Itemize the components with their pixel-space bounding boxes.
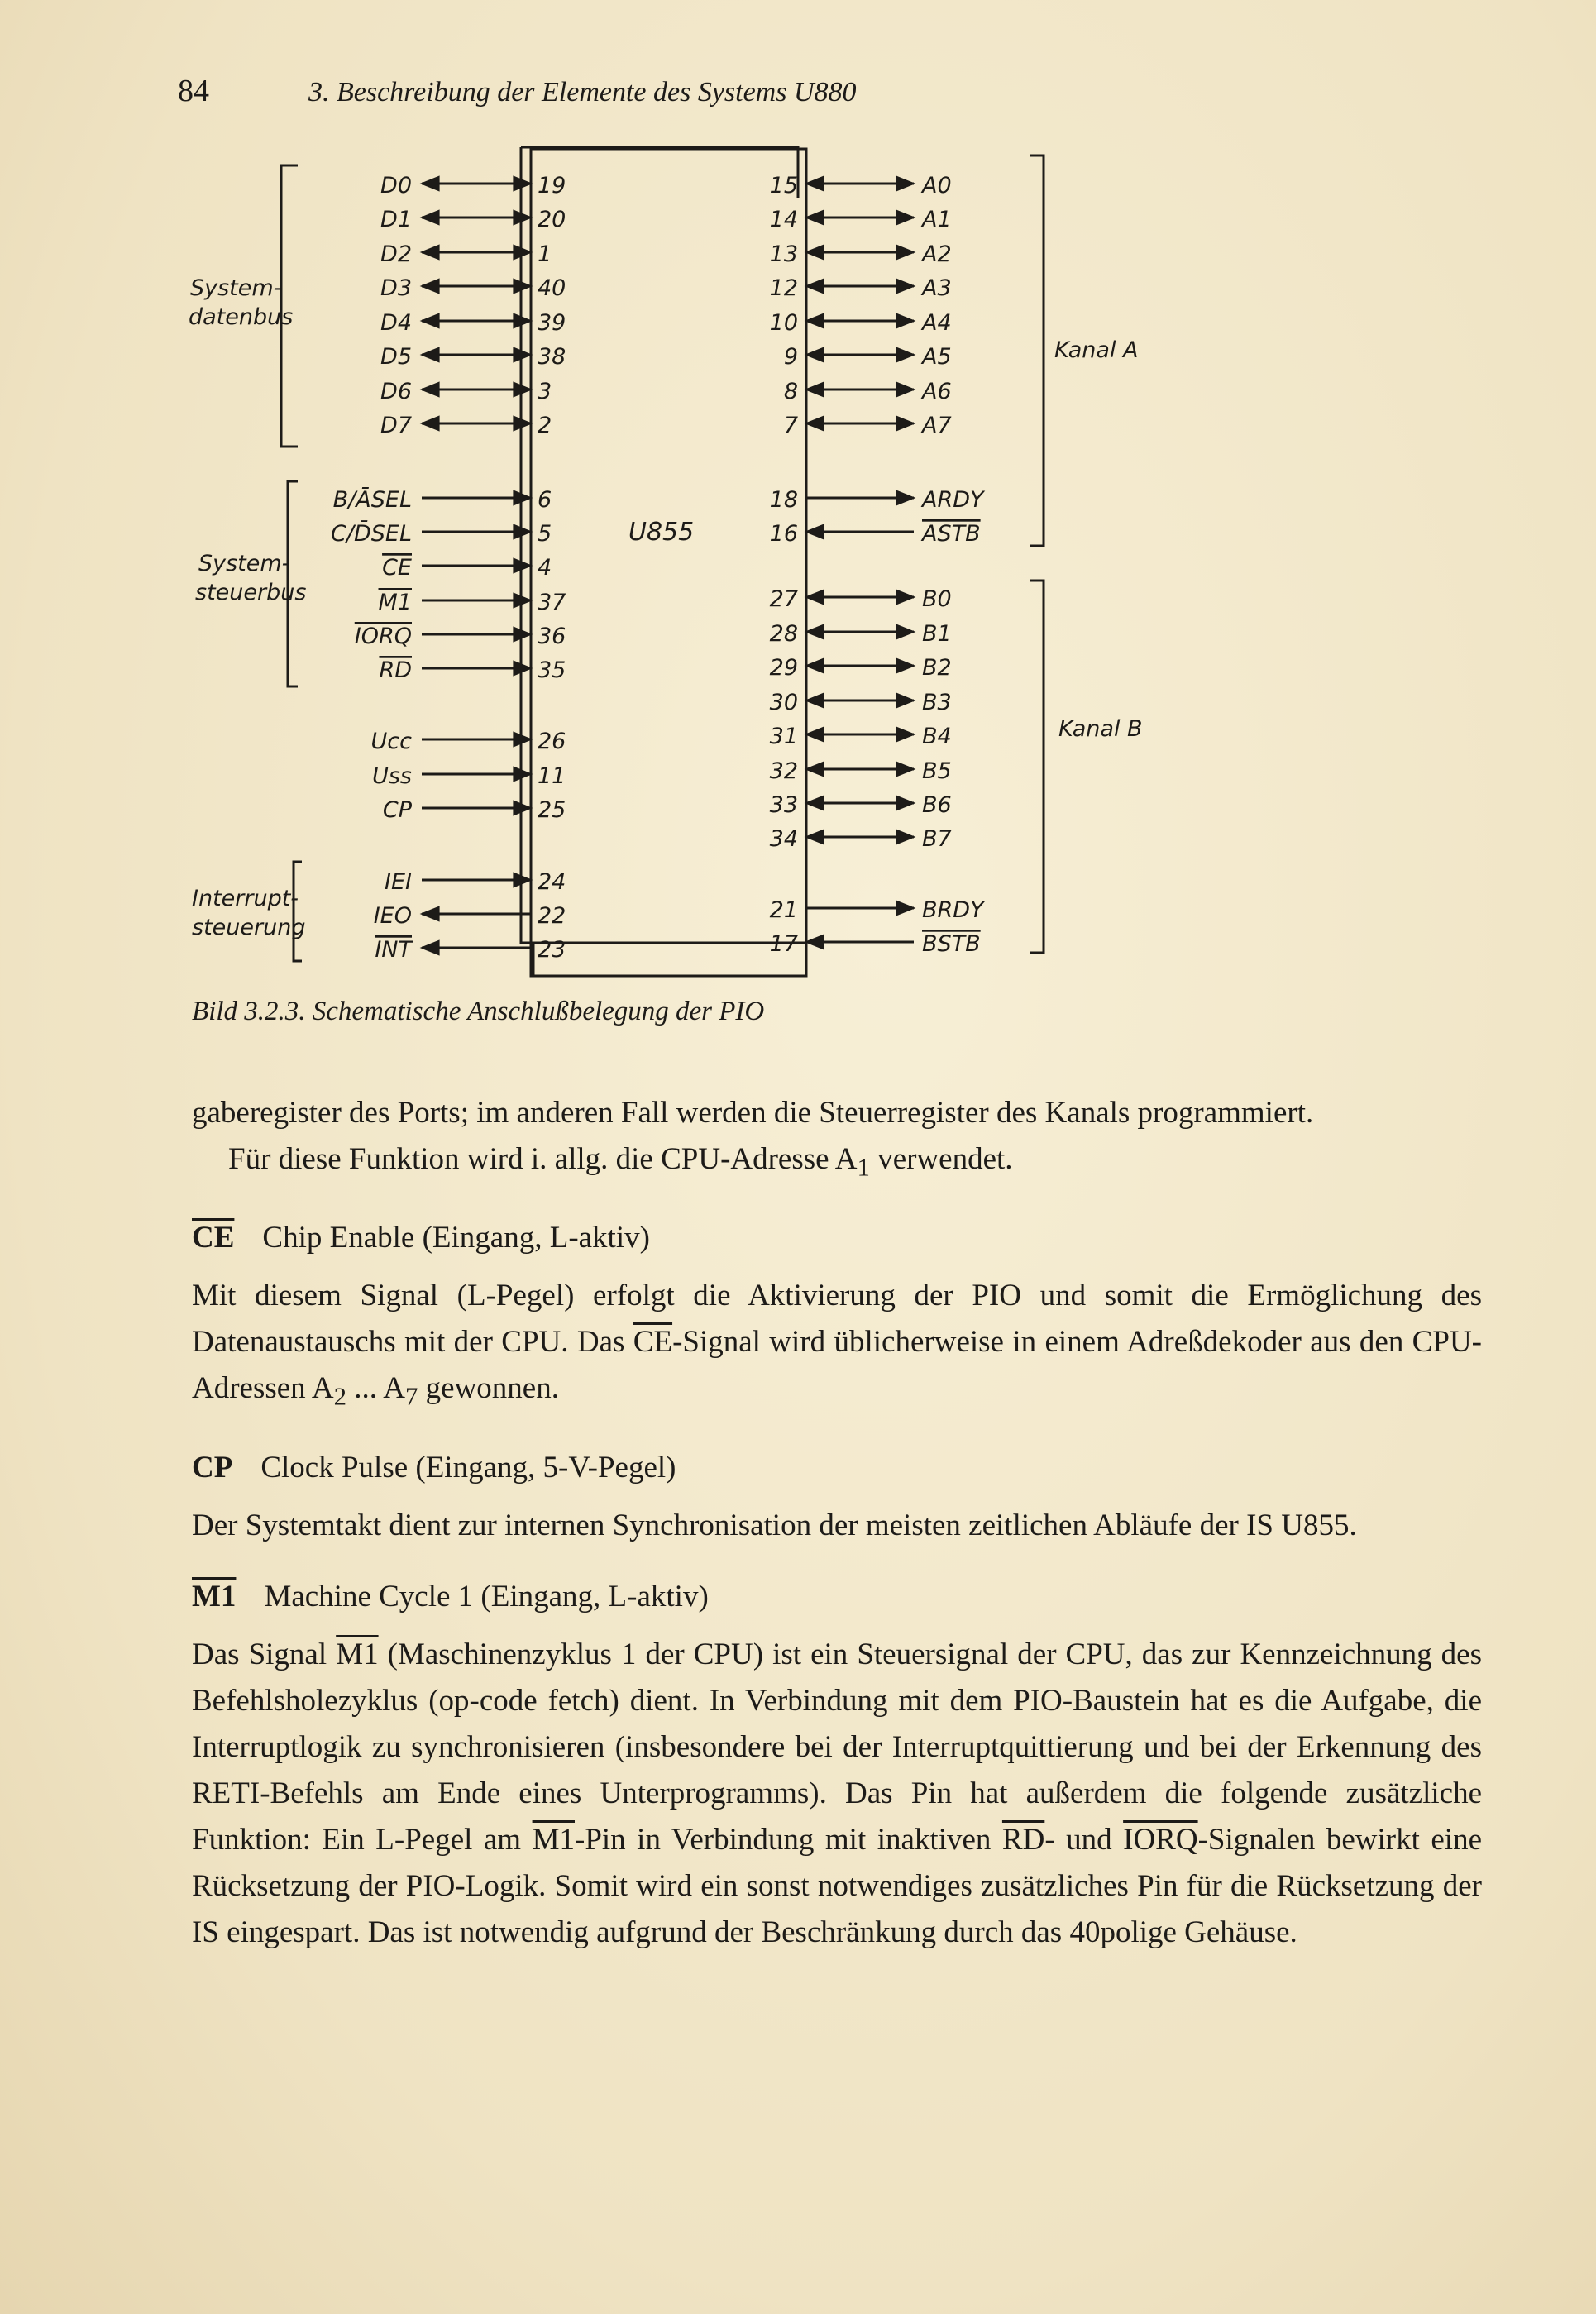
pin-label-d1: D1 [380, 207, 412, 232]
pin-label-iei: IEI [385, 869, 412, 895]
group-label-kanal-a: Kanal A [1054, 337, 1139, 363]
pin-number-b1: 28 [769, 621, 798, 647]
pin-number-b3: 30 [769, 690, 798, 715]
page-header [178, 73, 857, 122]
term-m1-heading [192, 1574, 1482, 1620]
pin-label-a2: A2 [922, 241, 952, 267]
group-label-system-steuerbus-1: System- [198, 551, 290, 576]
pin-number-d4: 39 [538, 310, 566, 336]
pin-label-a4: A4 [922, 310, 952, 336]
pin-label-m1: M1 [378, 590, 412, 615]
pin-label-a1: A1 [922, 207, 952, 232]
pin-label-a3: A3 [922, 275, 952, 301]
group-label-kanal-b: Kanal B [1058, 716, 1143, 742]
page-number: 84 [178, 74, 209, 108]
pin-number-a5: 9 [783, 344, 798, 370]
term-ce-title: Chip Enable (Eingang, L-aktiv) [262, 1221, 650, 1255]
pin-number-d0: 19 [538, 173, 566, 198]
pin-label-d7: D7 [380, 413, 412, 438]
pin-number-a1: 14 [769, 207, 798, 232]
pin-label-uss: Uss [372, 763, 412, 789]
pin-number-b6: 33 [769, 792, 798, 818]
pin-number-b4: 31 [769, 724, 798, 749]
pin-number-b7: 34 [769, 826, 798, 852]
ce-text-2: -Signal wird üblicherweise in einem Adreßdekoder aus den CPU-Adressen A [192, 1325, 1482, 1406]
m1-text-a: Das Signal [192, 1637, 337, 1671]
m1-text-c: (Maschinenzyklus 1 der CPU) ist ein Steuersignal der CPU, das zur Kennzeichnung des Befehlsholezyklus (op-code fetch) dient. In Verbindung mit dem PIO-Baustein hat es die Aufgabe, die Interruptlogik zu synchronisieren (insbesondere bei der Interruptquittierung und bei der Erkennung des RETI-Befehls am Ende eines Unterprogramms). Das Pin hat außerdem die folgende zusätzliche Funktion: Ein L-Pegel am [192, 1637, 1483, 1857]
pin-label-ardy: ARDY [922, 487, 984, 513]
pin-number-b5: 32 [769, 758, 798, 784]
rd-overline: $\overline{RD}$ [1001, 1822, 1045, 1857]
pin-number-d7: 2 [538, 413, 552, 438]
pin-label-ucc: Ucc [370, 729, 412, 754]
pin-label-rd: RD [379, 657, 412, 683]
pin-number-d6: 3 [538, 379, 552, 404]
pin-number-b0: 27 [769, 586, 798, 612]
pin-label-brdy: BRDY [922, 897, 984, 923]
m1-overline: M1 [336, 1637, 379, 1671]
pin-label-b1: B1 [922, 621, 952, 647]
term-ce-heading [192, 1215, 1482, 1261]
paragraph-address-note [192, 1136, 1482, 1190]
pin-number-int: 23 [538, 937, 566, 963]
term-m1-symbol: M1 [192, 1579, 237, 1614]
pin-number-d1: 20 [538, 207, 566, 232]
body-text [192, 1090, 1482, 1956]
group-label-interrupt-steuerung-2: steuerung [192, 915, 306, 940]
bracket-kanal-a [1030, 155, 1044, 546]
pin-label-b3: B3 [922, 690, 952, 715]
group-label-interrupt-steuerung-1: Interrupt- [192, 886, 299, 911]
figure-caption: Bild 3.2.3. Schematische Anschlußbelegung der PIO [192, 997, 765, 1026]
pin-number-m1: 37 [538, 590, 566, 615]
pin-label-a7: A7 [922, 413, 952, 438]
m1-text-g: - und [1044, 1822, 1124, 1857]
term-cp-title: Clock Pulse (Eingang, 5-V-Pegel) [260, 1450, 676, 1484]
pin-label-d3: D3 [380, 275, 412, 301]
term-ce-body [192, 1273, 1482, 1419]
pin-label-d5: D5 [380, 344, 412, 370]
term-cp-symbol: CP [192, 1450, 233, 1484]
pin-label-iorq: IORQ [354, 624, 412, 649]
group-label-system-datenbus-2: datenbus [189, 304, 294, 330]
pin-label-ieo: IEO [373, 903, 412, 929]
pin-number-d2: 1 [538, 241, 552, 267]
m1-text-e: -Pin in Verbindung mit inaktiven [575, 1822, 1002, 1857]
pin-label-d0: D0 [380, 173, 412, 198]
pin-number-ucc: 26 [538, 729, 566, 754]
ce-text-4: gewonnen. [418, 1371, 559, 1406]
paragraph-continuation: gaberegister des Ports; im anderen Fall werden die Steuerregister des Kanals programmiert. [192, 1096, 1314, 1130]
pin-label-d4: D4 [380, 310, 412, 336]
pin-label-d6: D6 [380, 379, 412, 404]
subscript: 7 [404, 1382, 418, 1411]
group-label-system-steuerbus-2: steuerbus [195, 580, 307, 605]
pin-label-b5: B5 [922, 758, 952, 784]
term-m1-body [192, 1632, 1482, 1956]
pin-number-a0: 15 [769, 173, 798, 198]
pin-label-b0: B0 [922, 586, 952, 612]
pin-number-b2: 29 [769, 655, 798, 681]
pin-label-bstb: BSTB [922, 931, 981, 957]
bracket-interrupt-steuerung [294, 862, 302, 961]
m1-text-i: -Signalen bewirkt eine Rücksetzung der PIO-Logik. Somit wird ein sonst notwendiges zusätzliches Pin für die Rücksetzung der IS eingespart. Das ist notwendig aufgrund der Beschränkung durch das 40polige Gehäuse. [192, 1822, 1483, 1949]
group-label-system-datenbus-1: System- [190, 275, 282, 301]
pin-number-a2: 13 [769, 241, 798, 267]
pin-label-cp: CP [382, 797, 412, 823]
pin-number-rd: 35 [538, 657, 566, 683]
chip-outline [521, 147, 806, 976]
pin-number-cdsel: 5 [538, 521, 552, 547]
term-m1-title: Machine Cycle 1 (Eingang, L-aktiv) [264, 1579, 709, 1614]
pin-number-a7: 7 [783, 413, 798, 438]
pin-number-ardy: 18 [769, 487, 798, 513]
term-ce-symbol: $\overline{CE}$ [192, 1221, 235, 1255]
pin-label-bsel: B/ĀSEL [332, 487, 412, 513]
chip-label: U855 [628, 518, 695, 547]
ce-overline: $\overline{CE}$ [633, 1325, 673, 1360]
pin-number-astb: 16 [769, 521, 798, 547]
pin-number-bstb: 17 [769, 931, 798, 957]
pin-number-d3: 40 [538, 275, 566, 301]
term-cp-body: Der Systemtakt dient zur internen Synchronisation der meisten zeitlichen Abläufe der IS U855. [192, 1508, 1357, 1542]
subscript: 1 [857, 1153, 870, 1182]
pin-label-b2: B2 [922, 655, 952, 681]
pin-label-b4: B4 [922, 724, 952, 749]
pin-number-ieo: 22 [538, 903, 566, 929]
pin-number-ce: 4 [538, 555, 552, 581]
pin-number-a6: 8 [783, 379, 798, 404]
pins-right [770, 173, 986, 957]
pin-diagram [165, 132, 1191, 992]
m1-overline: M1 [532, 1822, 575, 1857]
running-head: 3. Beschreibung der Elemente des Systems U880 [308, 77, 857, 108]
term-cp-heading [192, 1445, 1482, 1491]
paragraph-address-tail: verwendet. [869, 1142, 1013, 1176]
ce-text-3: ... A [346, 1371, 405, 1406]
pin-label-d2: D2 [380, 241, 412, 267]
pin-label-a0: A0 [922, 173, 952, 198]
pin-number-d5: 38 [538, 344, 566, 370]
pin-label-b6: B6 [922, 792, 952, 818]
pin-label-b7: B7 [922, 826, 952, 852]
pin-label-int: INT [375, 937, 412, 963]
pin-number-bsel: 6 [538, 487, 552, 513]
pin-label-a5: A5 [922, 344, 952, 370]
pin-number-brdy: 21 [769, 897, 798, 923]
iorq-overline: IORQ [1123, 1822, 1198, 1857]
pin-label-ce: CE [382, 555, 412, 581]
paragraph-address-text: Für diese Funktion wird i. allg. die CPU-Adresse A [228, 1142, 858, 1176]
chip-body [531, 149, 806, 976]
pin-number-iei: 24 [538, 869, 566, 895]
pin-number-a3: 12 [769, 275, 798, 301]
pin-number-a4: 10 [769, 310, 798, 336]
pin-number-uss: 11 [538, 763, 566, 789]
pin-number-iorq: 36 [538, 624, 566, 649]
subscript: 2 [333, 1382, 347, 1411]
bracket-kanal-b [1030, 581, 1044, 953]
ce-text-1: Mit diesem Signal (L-Pegel) erfolgt die Aktivierung der PIO und somit die Ermöglichung des Datenaustauschs mit der CPU. Das [192, 1279, 1482, 1360]
pin-label-astb: ASTB [922, 521, 981, 547]
pin-label-cdsel: C/D̄SEL [331, 521, 412, 547]
pin-number-cp: 25 [538, 797, 566, 823]
pin-label-a6: A6 [922, 379, 952, 404]
